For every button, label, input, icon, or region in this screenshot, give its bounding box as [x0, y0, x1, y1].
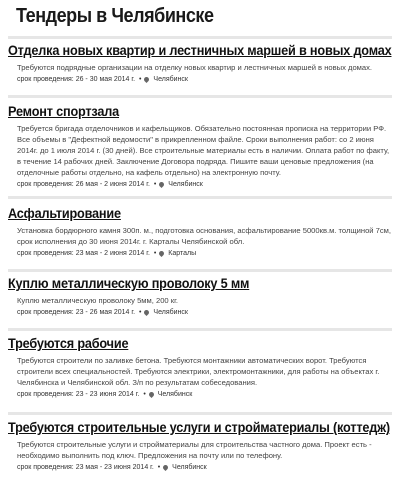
date-label: срок проведения:	[17, 250, 74, 257]
tender-meta: срок проведения: 23 мая - 2 июня 2014 г. • Карталы	[17, 250, 197, 257]
tender-city: Челябинск	[168, 181, 203, 188]
tender-city: Челябинск	[157, 391, 193, 398]
tender-item	[8, 420, 392, 471]
tender-title-link[interactable]: Требуются строительные услуги и стройматериалы (коттедж)	[8, 420, 390, 435]
tender-date: 23 - 26 мая 2014 г.	[75, 309, 136, 316]
location-pin-icon	[143, 76, 150, 83]
divider	[8, 269, 392, 272]
date-label: срок проведения:	[17, 76, 74, 83]
tender-city: Карталы	[168, 250, 197, 257]
tender-description: Требуются строительные услуги и стройматериалы для строительства частного дома. Проект есть - необходимо выполнить под ключ. Предложения на почту или по телефону.	[17, 440, 372, 460]
tender-meta: срок проведения: 26 - 30 мая 2014 г. • Челябинск	[17, 76, 188, 83]
tender-title-link[interactable]: Отделка новых квартир и лестничных маршей в новых домах	[8, 43, 392, 58]
tender-city: Челябинск	[153, 76, 188, 83]
tender-meta: срок проведения: 26 мая - 2 июня 2014 г. • Челябинск	[17, 181, 203, 188]
tender-meta: срок проведения: 23 - 23 июня 2014 г. • Челябинск	[17, 391, 193, 398]
tender-description: Куплю металлическую проволоку 5мм, 200 кг.	[17, 296, 179, 305]
divider	[8, 196, 392, 199]
date-label: срок проведения:	[17, 309, 74, 316]
location-pin-icon	[143, 309, 150, 316]
tender-city: Челябинск	[153, 309, 188, 316]
location-pin-icon	[158, 181, 165, 188]
date-label: срок проведения:	[17, 391, 74, 398]
tender-item	[8, 276, 392, 316]
tender-date: 23 мая - 2 июня 2014 г.	[75, 250, 150, 257]
tender-date: 26 мая - 2 июня 2014 г.	[75, 181, 150, 188]
tender-title-link[interactable]: Требуются рабочие	[8, 336, 129, 351]
tender-item	[8, 336, 392, 398]
tender-description: Установка бордюрного камня 300п. м., подготовка основания, асфальтирование 5000кв.м. толщиной 7см, срок исполнения до 30 июня 2014г. г. Карталы Челябинской обл.	[17, 226, 392, 246]
location-pin-icon	[148, 391, 155, 398]
divider	[8, 412, 392, 415]
page-title: Тендеры в Челябинске	[16, 5, 214, 27]
tender-title-link[interactable]: Ремонт спортзала	[8, 104, 120, 119]
tender-description: Требуются подрядные организации на отделку новых квартир и лестничных маршей в новых домах.	[17, 63, 373, 72]
tender-item	[8, 206, 392, 257]
divider	[8, 328, 392, 331]
tender-description: Требуются строители по заливке бетона. Требуются монтажники автоматических ворот. Требуются строители всех специальностей. Требуются электрики, электромонтажники, для работы на объектах г. Челябинска и Челябинской обл. З/п по результатам собеседования.	[17, 356, 380, 387]
date-label: срок проведения:	[17, 181, 74, 188]
tender-title-link[interactable]: Куплю металлическую проволоку 5 мм	[8, 276, 250, 291]
tender-item	[8, 104, 392, 188]
tender-city: Челябинск	[172, 464, 207, 471]
tender-description: Требуется бригада отделочников и кафельщиков. Обязательно постоянная прописка на территории РФ. Все объемы в "Дефектной ведомости" в прикрепленном файле. Сроки выполнения работ: со 2 июня 2014г. до 1 июля 2014 г. (30 дней). Все строительные материалы есть в наличии. Оплата работ по факту, в течение 14 рабочих дней. Заключение Договора подряда. Пишите ваши ценовые предложения (на отделочные работы отдельно, на кафель отдельно) на электронную почту.	[17, 124, 390, 177]
tender-date: 23 - 23 июня 2014 г.	[75, 391, 140, 398]
divider	[8, 36, 392, 39]
tender-date: 26 - 30 мая 2014 г.	[75, 76, 136, 83]
tender-title-link[interactable]: Асфальтирование	[8, 206, 121, 221]
tender-meta: срок проведения: 23 - 26 мая 2014 г. • Челябинск	[17, 309, 188, 316]
divider	[8, 95, 392, 98]
date-label: срок проведения:	[17, 464, 74, 471]
location-pin-icon	[162, 464, 169, 471]
location-pin-icon	[158, 250, 165, 257]
tender-item	[8, 43, 392, 83]
tender-meta: срок проведения: 23 мая - 23 июня 2014 г. • Челябинск	[17, 464, 207, 471]
tender-date: 23 мая - 23 июня 2014 г.	[75, 464, 154, 471]
